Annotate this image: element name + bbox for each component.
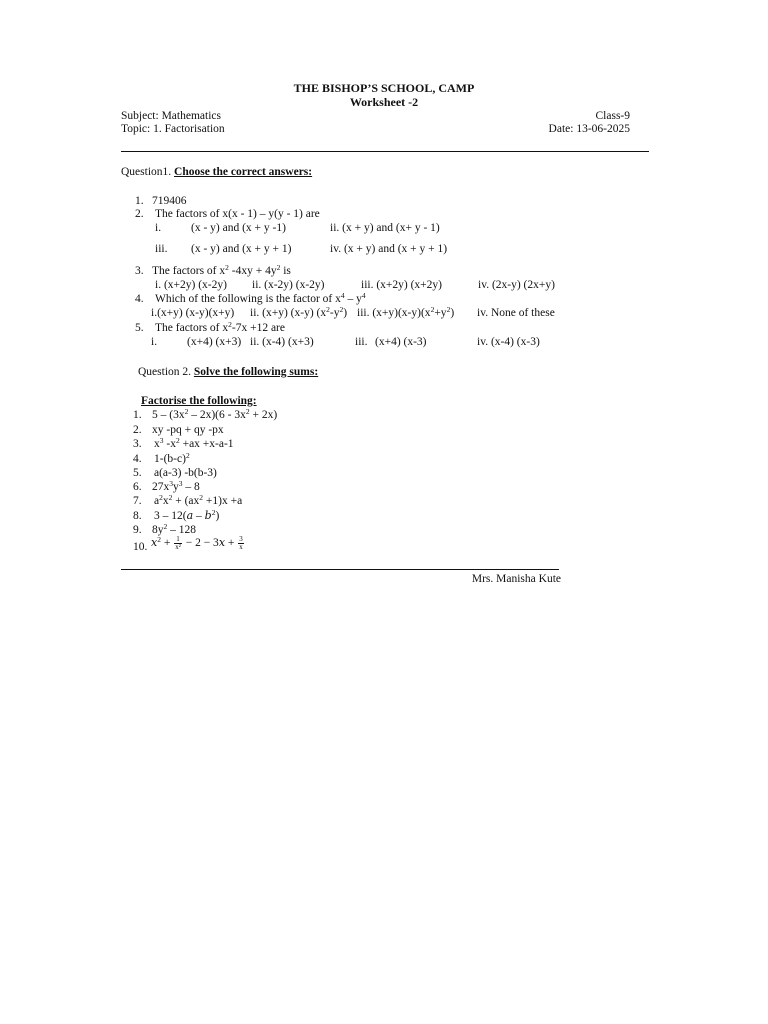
mcq-2-option-iv: iv. (x + y) and (x + y + 1) (330, 243, 448, 255)
sum-5-expression: a(a-3) -b(b-3) (154, 467, 217, 479)
mcq-2-option-ii: ii. (x + y) and (x+ y - 1) (330, 222, 440, 234)
subject-label: Subject: Mathematics (121, 110, 221, 122)
mcq-3-option-i: i. (x+2y) (x-2y) (155, 279, 227, 291)
mcq-2-option-i: (x - y) and (x + y -1) (191, 222, 286, 234)
mcq-item-5-text: The factors of $x^2-7x +12$ are (155, 320, 285, 334)
sum-10-number: 10. (133, 541, 148, 553)
sum-8-number: 8. (133, 510, 142, 522)
mcq-4-option-iv: iv. None of these (477, 307, 555, 319)
class-label: Class-9 (595, 110, 630, 122)
mcq-5-option-i: (x+4) (x+3) (187, 336, 242, 348)
mcq-item-1-number: 1. (135, 195, 144, 207)
question1-heading (121, 165, 312, 179)
sum-8-expression: $3 - 12(a - b^2)$ (154, 508, 220, 522)
sum-9-expression: $8y^2 - 128$ (152, 522, 196, 536)
mcq-item-5-number: 5. (135, 322, 144, 334)
question2-title: Solve the following sums: (193, 366, 319, 378)
mcq-2-option-iii: (x - y) and (x + y + 1) (191, 243, 292, 255)
header-divider (121, 151, 649, 152)
sum-3-number: 3. (133, 438, 142, 450)
sum-4-expression: $1-(b-c)^2$ (154, 451, 190, 465)
sum-2-expression: xy -pq + qy -px (152, 424, 224, 436)
sum-6-expression: $27x^3y^3 - 8$ (152, 479, 200, 493)
mcq-5-option-ii: ii. (x-4) (x+3) (250, 336, 314, 348)
mcq-4-option-ii: ii. (x+y) (x-y) $(x^2-y^2)$ (250, 305, 348, 319)
school-name: THE BISHOP’S SCHOOL, CAMP (293, 81, 475, 95)
mcq-3-option-ii: ii. (x-2y) (x-2y) (252, 279, 325, 291)
mcq-item-2-text: The factors of x(x - 1) – y(y - 1) are (155, 208, 320, 220)
mcq-2-option-i-num: i. (155, 222, 162, 234)
sum-2-number: 2. (133, 424, 142, 436)
mcq-5-option-iii-num: iii. (355, 336, 368, 348)
mcq-item-4-text: Which of the following is the factor of $x^4 - y^4$ (155, 291, 366, 305)
sum-1-expression: $5 - (3x^2 - 2x)(6 - 3x^2 + 2x)$ (152, 407, 278, 421)
sum-6-number: 6. (133, 481, 142, 493)
footer-divider (121, 569, 559, 570)
factorise-subtitle: Factorise the following: (141, 395, 257, 407)
sum-3-expression: $x^3$ $-x^2 +ax +x-a-1$ (154, 436, 234, 450)
mcq-3-option-iii: iii. (x+2y) (x+2y) (361, 279, 442, 291)
sum-10-expression: $x^2$ + $\frac{1}{\text{x²}}$ − 2 − 3x + $\frac{3}{x}$ (151, 535, 243, 551)
question1-title: Choose the correct answers: (174, 166, 313, 178)
teacher-signature: Mrs. Manisha Kute (471, 573, 561, 585)
mcq-item-3-text: The factors of $x^2$ $-4xy + 4y^2$ is (152, 263, 291, 277)
sum-4-number: 4. (133, 453, 142, 465)
mcq-3-option-iv: iv. (2x-y) (2x+y) (478, 279, 555, 291)
worksheet-title: Worksheet -2 (349, 95, 419, 109)
sum-1-number: 1. (133, 409, 142, 421)
mcq-item-3-number: 3. (135, 265, 144, 277)
mcq-item-2-number: 2. (135, 208, 144, 220)
sum-7-number: 7. (133, 495, 142, 507)
sum-9-number: 9. (133, 524, 142, 536)
question2-heading (138, 365, 318, 379)
mcq-2-option-iii-num: iii. (155, 243, 168, 255)
mcq-item-4-number: 4. (135, 293, 144, 305)
mcq-4-option-i: i.(x+y) (x-y)(x+y) (151, 307, 235, 319)
mcq-item-1-text: 719406 (152, 195, 187, 207)
question1-prefix: Question1. (121, 166, 172, 178)
date-label: Date: 13-06-2025 (548, 123, 630, 135)
mcq-4-option-iii: iii. $(x+y)(x-y)(x^2+y^2)$ (357, 305, 455, 319)
question2-prefix: Question 2. (138, 366, 192, 378)
sum-5-number: 5. (133, 467, 142, 479)
topic-label: Topic: 1. Factorisation (121, 123, 225, 135)
sum-7-expression: $a^2x^2 + (ax^2 +1)x +a$ (154, 493, 243, 507)
mcq-5-option-iv: iv. (x-4) (x-3) (477, 336, 540, 348)
mcq-5-option-i-num: i. (151, 336, 158, 348)
mcq-5-option-iii: (x+4) (x-3) (375, 336, 427, 348)
